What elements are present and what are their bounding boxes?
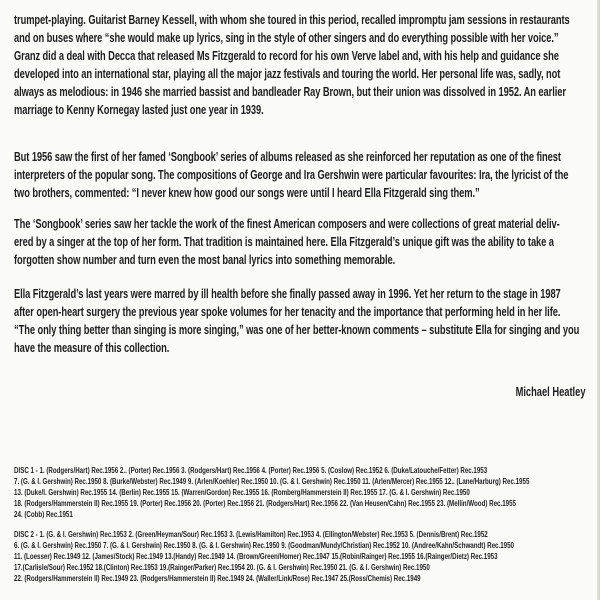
text-line: ered by a singer at the top of her form. That tradition is maintained here. Ella Fitzgerald’s unique gift was the ability to take a xyxy=(14,235,554,249)
text-line: “The only thing better than singing is more singing,” was one of her better-known comments – substitute Ella for singing and you xyxy=(14,323,580,337)
text-line: trumpet-playing. Guitarist Barney Kessell, with whom she toured in this period, recalled impromptu jam sessions in restaurants xyxy=(14,13,570,27)
author-signature: Michael Heatley xyxy=(515,385,585,399)
track-line: 22. (Rodgers/Hammerstein II) Rec.1949 23. (Rodgers/Hammerstein II) Rec.1949 24. (Waller/Link/Rose) Rec.1947 25.(Ross/Chemis) Rec.1949 xyxy=(14,573,421,583)
text-line: But 1956 saw the first of her famed ‘Songbook’ series of albums released as she reinforced her reputation as one of the finest xyxy=(14,150,561,164)
track-line: 7. (G. & I. Gershwin) Rec.1950 8. (Burke/Webster) Rec.1949 9. (Arlen/Koehler) Rec.1950 10. (G. & I. Gershwin) Rec.1950 11. (Arlen/Mercer) Rec.1955 12.. (Lane/Harburg) Rec.1955 xyxy=(14,476,530,486)
text-line: interpreters of the popular song. The compositions of George and Ira Gershwin were particular favourites: Ira, the lyricist of the xyxy=(14,168,569,182)
text-line: have the measure of this collection. xyxy=(14,341,170,355)
text-line: marriage to Kenny Kornegay lasted just one year in 1939. xyxy=(14,103,264,117)
disc-1-tracklist xyxy=(14,465,586,520)
text-line: Granz did a deal with Decca that released Ms Fitzgerald to record for his own Verve label and, with his help and guidance she xyxy=(14,49,559,63)
track-line: 13. (Duke/I. Gershwin) Rec.1955 14. (Berlin) Rec.1955 15. (Warren/Gordon) Rec.1955 16. (Romberg/Hammerstein II) Rec.1955 17. (G. & I. Gershwin) Rec.1950 xyxy=(14,487,470,497)
text-line: The ‘Songbook’ series saw her tackle the work of the finest American composers and were collections of great material deliv- xyxy=(14,217,560,231)
paragraph-last-years xyxy=(14,285,586,357)
text-line: two brothers, commented: “I never knew how good our songs were until I heard Ella Fitzgerald sing them.” xyxy=(14,186,480,200)
disc-2-tracklist xyxy=(14,529,586,584)
paragraph-songbook xyxy=(14,148,586,202)
track-line: DISC 1 - 1. (Rodgers/Hart) Rec.1956 2.. (Porter) Rec.1956 3. (Rodgers/Hart) Rec.1956 4. (Porter) Rec.1956 5. (Coslow) Rec.1952 6. (Duke/Latouche/Fetter) Rec.1953 xyxy=(14,465,488,475)
paragraph-songbook-series xyxy=(14,215,586,269)
text-line: always as melodious: in 1946 she married bassist and bandleader Ray Brown, but their union was dissolved in 1952. An earlier xyxy=(14,85,566,99)
track-line: 24. (Cobb) Rec.1951 xyxy=(14,509,73,519)
track-line: 17.(Carlisle/Sour) Rec.1952 18.(Clinton) Rec.1953 19.(Rainger/Parker) Rec.1954 20. (G. & I. Gershwin) Rec.1950 21. (G. & I. Gershwin) Rec.1950 xyxy=(14,562,430,572)
track-line: 11. (Loesser) Rec.1949 12. (James/Stock) Rec.1949 13.(Handy) Rec.1949 14. (Brown/Green/Homer) Rec.1947 15.(Robin/Rainger) Rec.1955 16.(Rainger/Dietz) Rec.1953 xyxy=(14,551,498,561)
text-line: forgotten show number and turn even the most banal lyrics into something memorable. xyxy=(14,253,396,267)
track-line: DISC 2 - 1. (G. & I. Gershwin) Rec.1953 2. (Green/Heyman/Sour) Rec.1953 3. (Lewis/Hamilton) Rec.1953 4. (Ellington/Webster) Rec.1953 5. (Dennis/Brent) Rec.1952 xyxy=(14,529,488,539)
text-line: after open-heart surgery the previous year spoke volumes for her tenacity and the importance that performing held in her life. xyxy=(14,305,561,319)
track-line: 6. (G. & I. Gershwin) Rec.1950 7. (G. & I. Gershwin) Rec.1950 8. (G. & I. Gershwin) Rec.1950 9. (Goodman/Mundy/Christian) Rec.1952 10. (Andree/Kahn/Schwandt) Rec.1950 xyxy=(14,540,514,550)
text-line: and on buses where “she would make up lyrics, sing in the style of other singers and do everything possible with her voice.” xyxy=(14,31,559,45)
text-line: Ella Fitzgerald’s last years were marred by ill health before she finally passed away in 1996. Yet her return to the stage in 1987 xyxy=(14,287,561,301)
text-line: developed into an international star, playing all the major jazz festivals and touring the world. Her personal life was, sadly, not xyxy=(14,67,561,81)
paragraph-biography xyxy=(14,11,586,119)
track-line: 18. (Rodgers/Hammerstein II) Rec.1955 19. (Porter) Rec.1956 20. (Porter) Rec.1956 21. (Rodgers/Hart) Rec.1956 22. (Van Heusen/Cahn) Rec.1955 23. (Mellin/Wood) Rec.1955 xyxy=(14,498,516,508)
